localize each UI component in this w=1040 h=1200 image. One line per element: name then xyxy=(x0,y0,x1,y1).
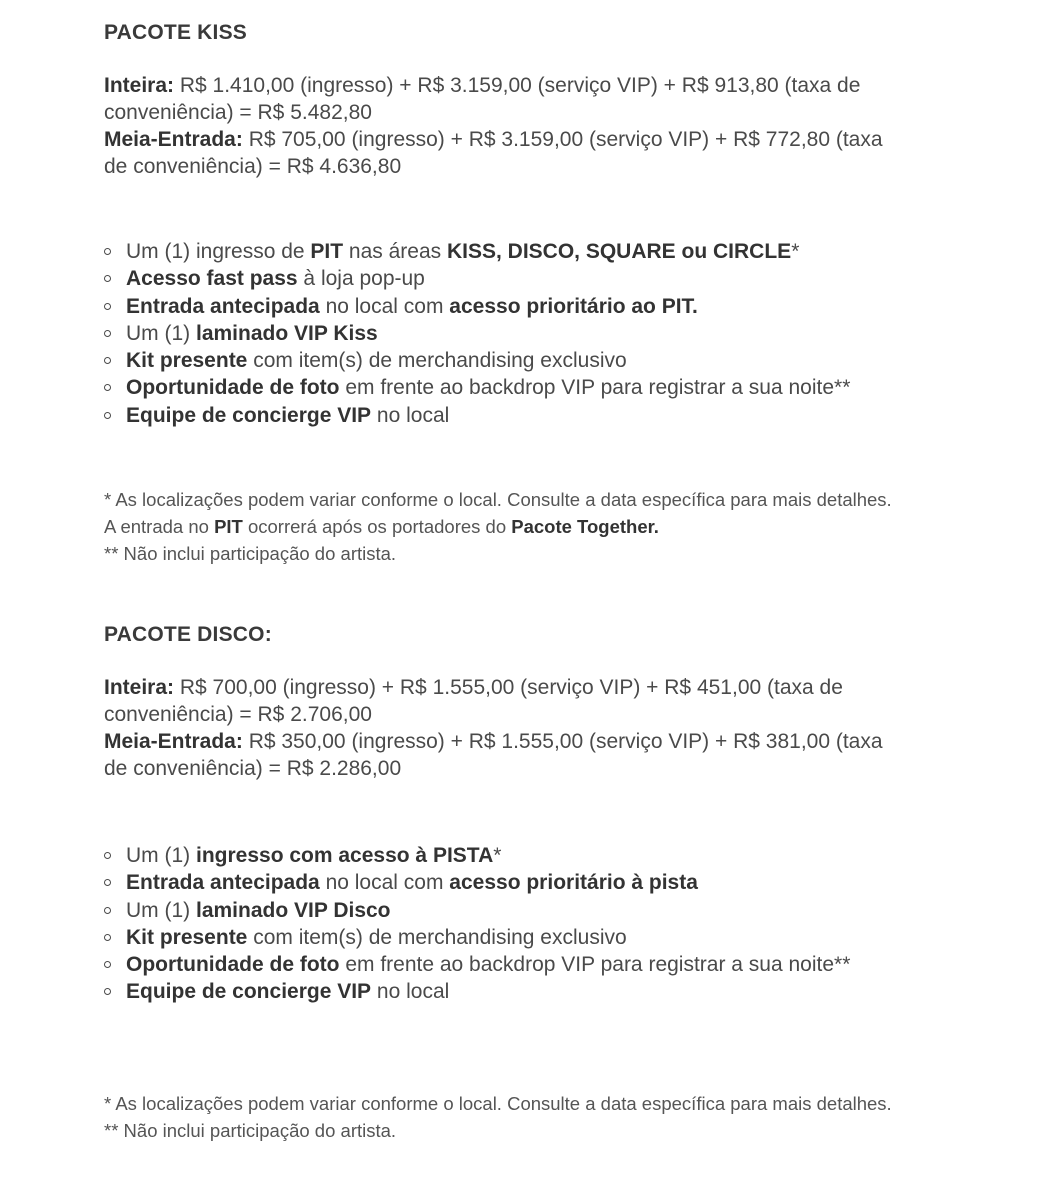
kiss-package-title: PACOTE KISS xyxy=(104,21,247,44)
footnote-locations: * As localizações podem variar conforme o local. Consulte a data específica para mais detalhes. xyxy=(104,1093,892,1114)
footnote-artist: ** Não inclui participação do artista. xyxy=(104,543,397,564)
disco-package-title: PACOTE DISCO: xyxy=(104,623,272,646)
kiss-prices xyxy=(104,72,904,180)
disco-meia-price xyxy=(104,728,904,782)
kiss-features-list xyxy=(104,238,850,429)
circle-bullet-icon xyxy=(104,988,111,995)
inteira-label: Inteira: xyxy=(104,676,175,699)
inteira-label: Inteira: xyxy=(104,74,175,97)
footnote-locations: * As localizações podem variar conforme o local. Consulte a data específica para mais detalhes. xyxy=(104,489,892,510)
list-item: Acesso fast pass à loja pop-up xyxy=(104,265,850,292)
list-item: Equipe de concierge VIP no local xyxy=(104,402,850,429)
meia-label: Meia-Entrada: xyxy=(104,730,243,753)
kiss-meia-price xyxy=(104,126,904,180)
footnote-pit-entry: A entrada no PIT ocorrerá após os portadores do Pacote Together. xyxy=(104,516,659,537)
circle-bullet-icon xyxy=(104,357,111,364)
disco-features-list xyxy=(104,842,850,1006)
circle-bullet-icon xyxy=(104,248,111,255)
circle-bullet-icon xyxy=(104,934,111,941)
list-item: Equipe de concierge VIP no local xyxy=(104,978,850,1005)
list-item: Entrada antecipada no local com acesso prioritário à pista xyxy=(104,869,850,896)
circle-bullet-icon xyxy=(104,879,111,886)
circle-bullet-icon xyxy=(104,852,111,859)
inteira-text: R$ 1.410,00 (ingresso) + R$ 3.159,00 (serviço VIP) + R$ 913,80 (taxa de conveniência) = R$ 5.482,80 xyxy=(104,74,861,124)
footnote-artist: ** Não inclui participação do artista. xyxy=(104,1120,397,1141)
circle-bullet-icon xyxy=(104,384,111,391)
meia-label: Meia-Entrada: xyxy=(104,128,243,151)
meia-text: R$ 350,00 (ingresso) + R$ 1.555,00 (serviço VIP) + R$ 381,00 (taxa de conveniência) = R$ 2.286,00 xyxy=(104,730,883,780)
disco-prices xyxy=(104,674,904,782)
kiss-inteira-price xyxy=(104,72,904,126)
disco-inteira-price xyxy=(104,674,904,728)
list-item: Oportunidade de foto em frente ao backdrop VIP para registrar a sua noite** xyxy=(104,951,850,978)
circle-bullet-icon xyxy=(104,275,111,282)
circle-bullet-icon xyxy=(104,961,111,968)
list-item: Oportunidade de foto em frente ao backdrop VIP para registrar a sua noite** xyxy=(104,374,850,401)
circle-bullet-icon xyxy=(104,412,111,419)
disco-footnotes xyxy=(104,1090,892,1144)
list-item: Kit presente com item(s) de merchandising exclusivo xyxy=(104,924,850,951)
circle-bullet-icon xyxy=(104,907,111,914)
list-item: Um (1) ingresso de PIT nas áreas KISS, DISCO, SQUARE ou CIRCLE* xyxy=(104,238,850,265)
list-item: Kit presente com item(s) de merchandising exclusivo xyxy=(104,347,850,374)
list-item: Um (1) ingresso com acesso à PISTA* xyxy=(104,842,850,869)
list-item: Um (1) laminado VIP Kiss xyxy=(104,320,850,347)
meia-text: R$ 705,00 (ingresso) + R$ 3.159,00 (serviço VIP) + R$ 772,80 (taxa de conveniência) = R$ 4.636,80 xyxy=(104,128,883,178)
circle-bullet-icon xyxy=(104,303,111,310)
inteira-text: R$ 700,00 (ingresso) + R$ 1.555,00 (serviço VIP) + R$ 451,00 (taxa de conveniência) = R$ 2.706,00 xyxy=(104,676,843,726)
list-item: Um (1) laminado VIP Disco xyxy=(104,897,850,924)
circle-bullet-icon xyxy=(104,330,111,337)
list-item: Entrada antecipada no local com acesso prioritário ao PIT. xyxy=(104,293,850,320)
kiss-footnotes xyxy=(104,486,892,567)
